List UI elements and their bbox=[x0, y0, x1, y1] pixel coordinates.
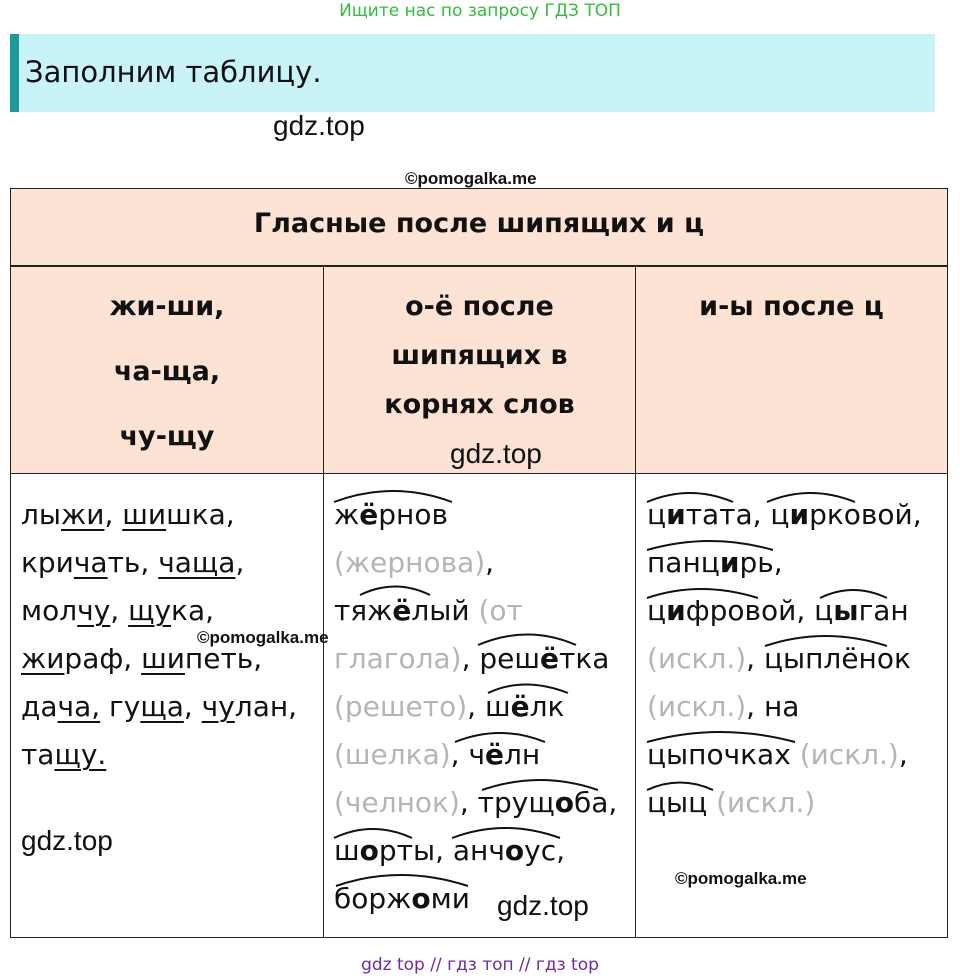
watermark-pomogalka: ©pomogalka.me bbox=[405, 169, 537, 188]
list-item: жираф, шипеть, bbox=[21, 642, 263, 675]
heading-text: Заполним таблицу. bbox=[25, 55, 322, 89]
watermark-pomogalka: ©pomogalka.me bbox=[675, 869, 807, 888]
list-item: тяжёлый (от bbox=[334, 594, 523, 627]
list-item: панцирь, bbox=[647, 546, 783, 579]
list-item: шорты, анчоус, bbox=[334, 834, 565, 867]
list-item: кричать, чаща, bbox=[21, 546, 245, 579]
watermark-gdz: gdz.top bbox=[21, 825, 113, 856]
list-item: жёрнов bbox=[334, 498, 448, 531]
list-item: молчу, щука, bbox=[21, 594, 215, 627]
list-item: дача, гуща, чулан, bbox=[21, 690, 298, 723]
table-title: Гласные после шипящих и ц bbox=[253, 208, 705, 239]
list-item: (шелка), чёлн bbox=[334, 738, 541, 771]
watermark-pomogalka: ©pomogalka.me bbox=[197, 628, 329, 647]
list-item: цитата, цирковой, bbox=[647, 498, 922, 531]
watermark-gdz: gdz.top bbox=[497, 890, 589, 921]
list-item: (жернова), bbox=[334, 546, 495, 579]
list-item: цыпочках (искл.), bbox=[647, 738, 908, 771]
list-item: (искл.), на bbox=[647, 690, 800, 723]
list-item: тащу. bbox=[21, 738, 107, 771]
top-banner: Ищите нас по запросу ГДЗ ТОП bbox=[339, 1, 621, 21]
heading-accent-bar bbox=[10, 34, 19, 112]
watermark-gdz: gdz.top bbox=[450, 438, 542, 469]
header-col1: жи-ши, ча-ща, чу-щу bbox=[109, 291, 225, 452]
header-col2: о-ё после шипящих в корнях слов bbox=[384, 291, 575, 420]
list-item: (искл.), цыплёнок bbox=[647, 642, 911, 675]
examples-col2 bbox=[334, 491, 634, 923]
list-item: лыжи, шишка, bbox=[21, 498, 235, 531]
watermark-gdz: gdz.top bbox=[273, 110, 365, 141]
list-item: глагола), решётка bbox=[334, 642, 610, 675]
list-item: цифровой, цыган bbox=[647, 594, 909, 627]
examples-col3 bbox=[647, 491, 947, 827]
list-item: (челнок), трущоба, bbox=[334, 786, 618, 819]
list-item: (решето), шёлк bbox=[334, 690, 565, 723]
list-item: боржоми bbox=[334, 882, 470, 915]
header-col3: и-ы после ц bbox=[699, 291, 884, 322]
footer-links: gdz top // гдз топ // гдз top bbox=[361, 955, 599, 975]
list-item: цыц (искл.) bbox=[647, 786, 816, 819]
